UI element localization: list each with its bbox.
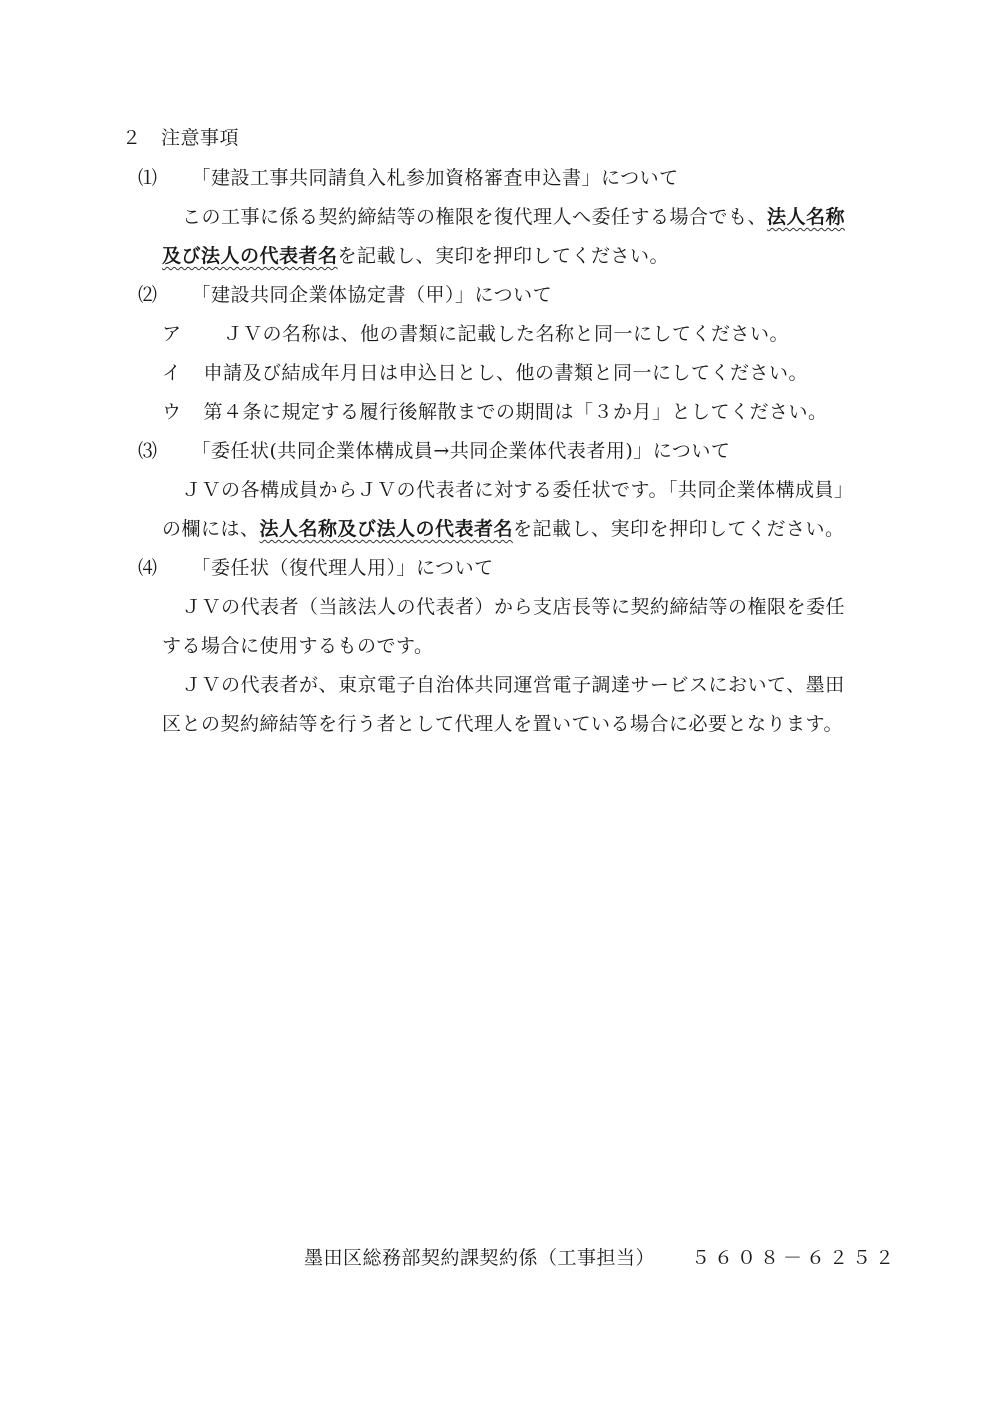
item-1-title: ⑴ 「建設工事共同請負入札参加資格審査申込書」について <box>138 167 679 189</box>
item-number: ⑷ <box>138 557 158 579</box>
item-4-title: ⑷ 「委任状（復代理人用）」について <box>138 557 494 579</box>
item-3-title: ⑶ 「委任状(共同企業体構成員→共同企業体代表者用)」について <box>138 440 731 462</box>
item-4-paragraph-1-line-1: ＪＶの代表者（当該法人の代表者）から支店長等に契約締結等の権限を委任 <box>182 596 846 618</box>
item-1-paragraph-line-2: 及び法人の代表者名を記載し、実印を押印してください。 <box>162 245 670 267</box>
section-heading: ２ 注意事項 <box>122 127 240 149</box>
emphasis-text: 法人名称 <box>767 206 846 228</box>
contact-department: 墨田区総務部契約課契約係（工事担当） <box>304 1247 656 1269</box>
subitem-i: イ 申請及び結成年月日は申込日とし、他の書類と同一にしてください。 <box>162 362 809 384</box>
subitem-u: ウ 第４条に規定する履行後解散までの期間は「３か月」としてください。 <box>162 401 828 423</box>
subitem-a: ア ＪＶの名称は、他の書類に記載した名称と同一にしてください。 <box>162 323 790 345</box>
item-2-title: ⑵ 「建設共同企業体協定書（甲）」について <box>138 284 553 306</box>
contact-phone: ５６０８－６２５２ <box>691 1247 899 1269</box>
item-3-paragraph-line-2: の欄には、法人名称及び法人の代表者名を記載し、実印を押印してください。 <box>162 518 845 540</box>
emphasis-text: 法人名称及び法人の代表者名 <box>259 518 514 540</box>
contact-footer <box>304 1246 898 1270</box>
emphasis-text: 及び法人の代表者名 <box>162 245 338 267</box>
item-3-paragraph-line-1: ＪＶの各構成員からＪＶの代表者に対する委任状です。「共同企業体構成員」 <box>182 479 854 501</box>
item-number: ⑵ <box>138 284 158 306</box>
item-4-paragraph-2-line-2: 区との契約締結等を行う者として代理人を置いている場合に必要となります。 <box>162 713 843 735</box>
item-number: ⑴ <box>138 167 158 189</box>
item-4-paragraph-2-line-1: ＪＶの代表者が、東京電子自治体共同運営電子調達サービスにおいて、墨田 <box>182 674 845 696</box>
item-number: ⑶ <box>138 440 158 462</box>
item-4-paragraph-1-line-2: する場合に使用するものです。 <box>162 635 434 657</box>
item-1-paragraph-line-1: この工事に係る契約締結等の権限を復代理人へ委任する場合でも、法人名称 <box>182 206 846 228</box>
